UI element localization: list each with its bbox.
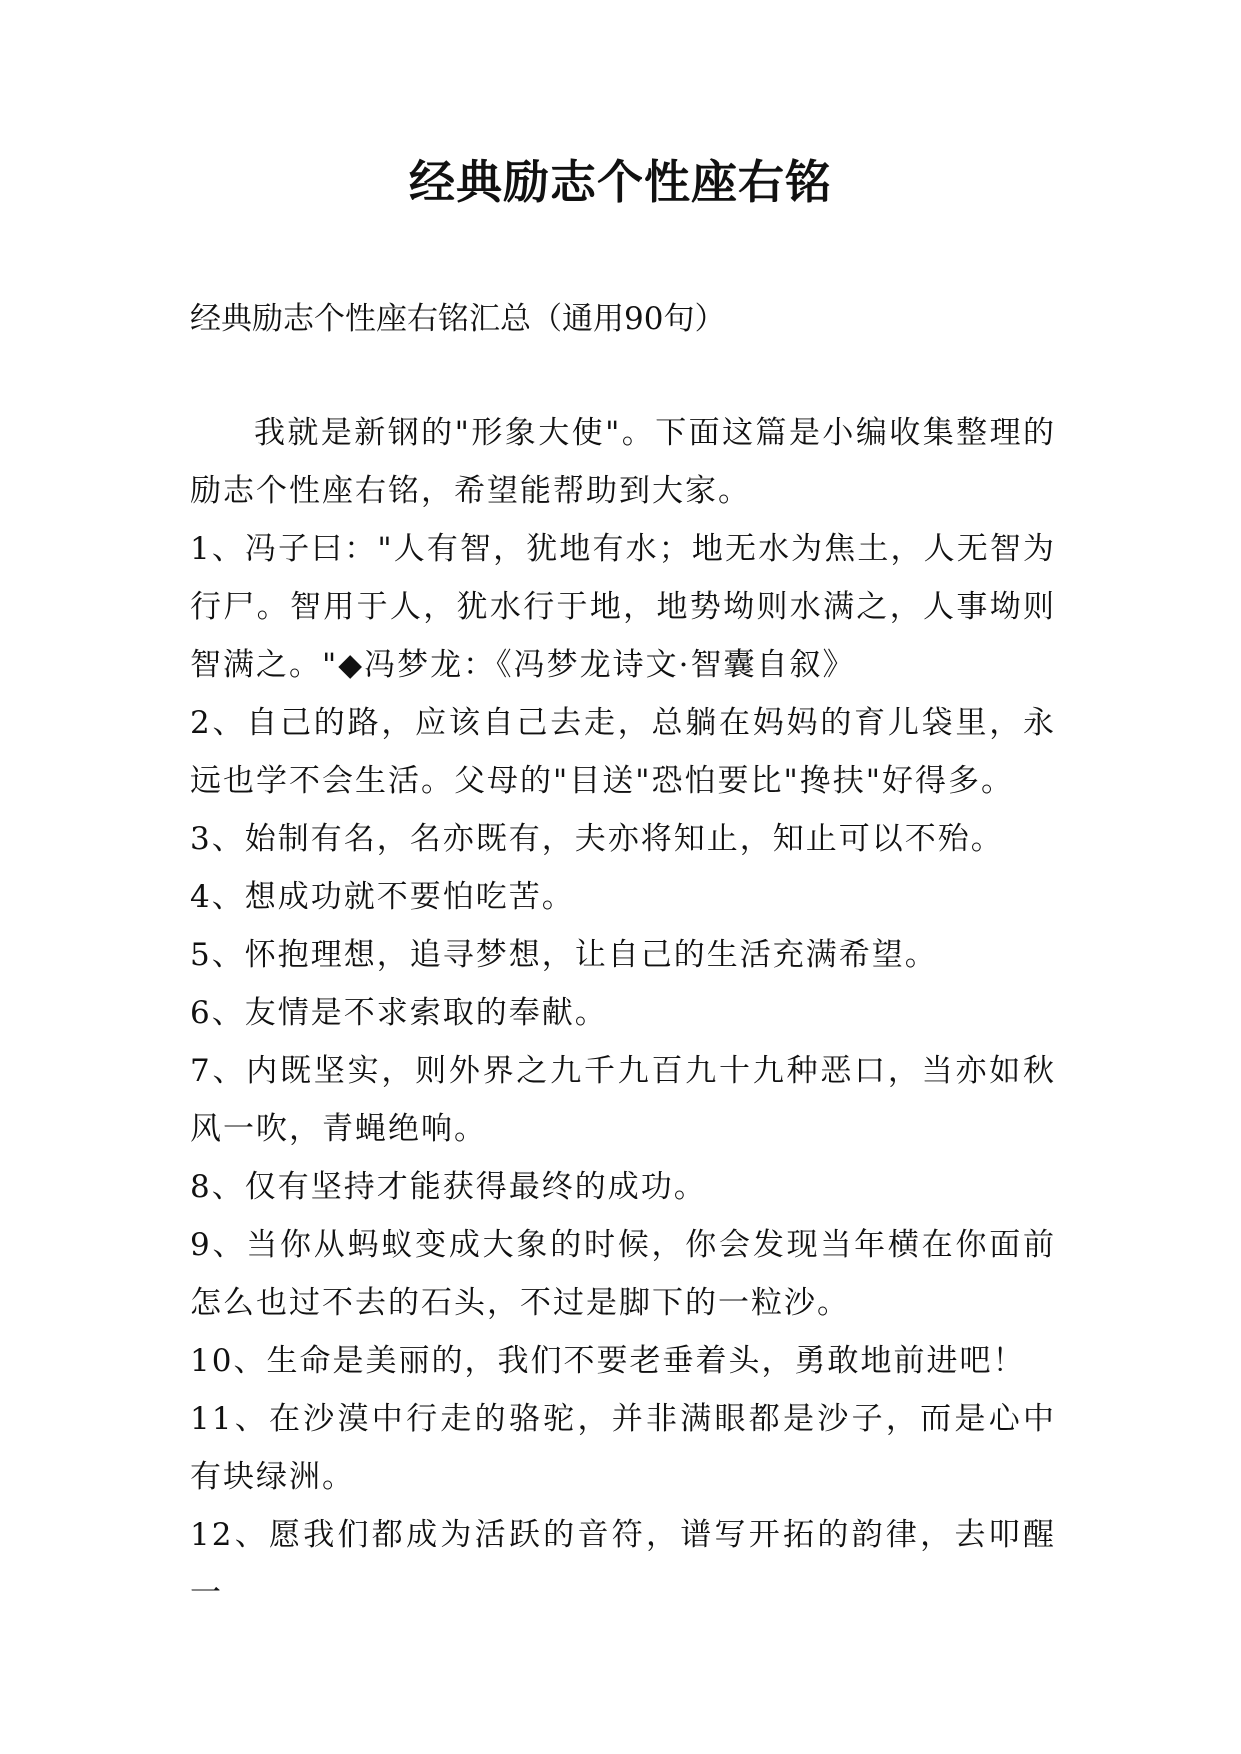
list-item: 7、内既坚实，则外界之九千九百九十九种恶口，当亦如秋风一吹，青蝇绝响。	[190, 1053, 1056, 1147]
document-title: 经典励志个性座右铭	[409, 155, 832, 209]
list-item: 11、在沙漠中行走的骆驼，并非满眼都是沙子，而是心中有块绿洲。	[190, 1401, 1056, 1495]
list-item: 10、生命是美丽的，我们不要老垂着头，勇敢地前进吧！	[190, 1343, 1026, 1379]
list-item: 5、怀抱理想，追寻梦想，让自己的生活充满希望。	[190, 937, 938, 973]
list-item: 6、友情是不求索取的奉献。	[190, 995, 608, 1031]
document-body	[190, 404, 1056, 1622]
intro-paragraph: 我就是新钢的"形象大使"。下面这篇是小编收集整理的励志个性座右铭，希望能帮助到大家。	[190, 415, 1056, 509]
list-item: 3、始制有名，名亦既有，夫亦将知止，知止可以不殆。	[190, 821, 1004, 857]
list-item: 4、想成功就不要怕吃苦。	[190, 879, 575, 915]
document-subtitle: 经典励志个性座右铭汇总（通用90句）	[190, 301, 726, 337]
list-item: 12、愿我们都成为活跃的音符，谱写开拓的韵律，去叩醒一	[190, 1517, 1056, 1611]
list-item: 8、仅有坚持才能获得最终的成功。	[190, 1169, 707, 1205]
list-item: 2、自己的路，应该自己去走，总躺在妈妈的育儿袋里，永远也学不会生活。父母的"目送"恐怕要比"搀扶"好得多。	[190, 705, 1056, 799]
list-item: 9、当你从蚂蚁变成大象的时候，你会发现当年横在你面前怎么也过不去的石头，不过是脚下的一粒沙。	[190, 1227, 1056, 1321]
list-item: 1、冯子曰："人有智，犹地有水；地无水为焦土，人无智为行尸。智用于人，犹水行于地，地势坳则水满之，人事坳则智满之。"◆冯梦龙：《冯梦龙诗文·智囊自叙》	[190, 531, 1056, 683]
